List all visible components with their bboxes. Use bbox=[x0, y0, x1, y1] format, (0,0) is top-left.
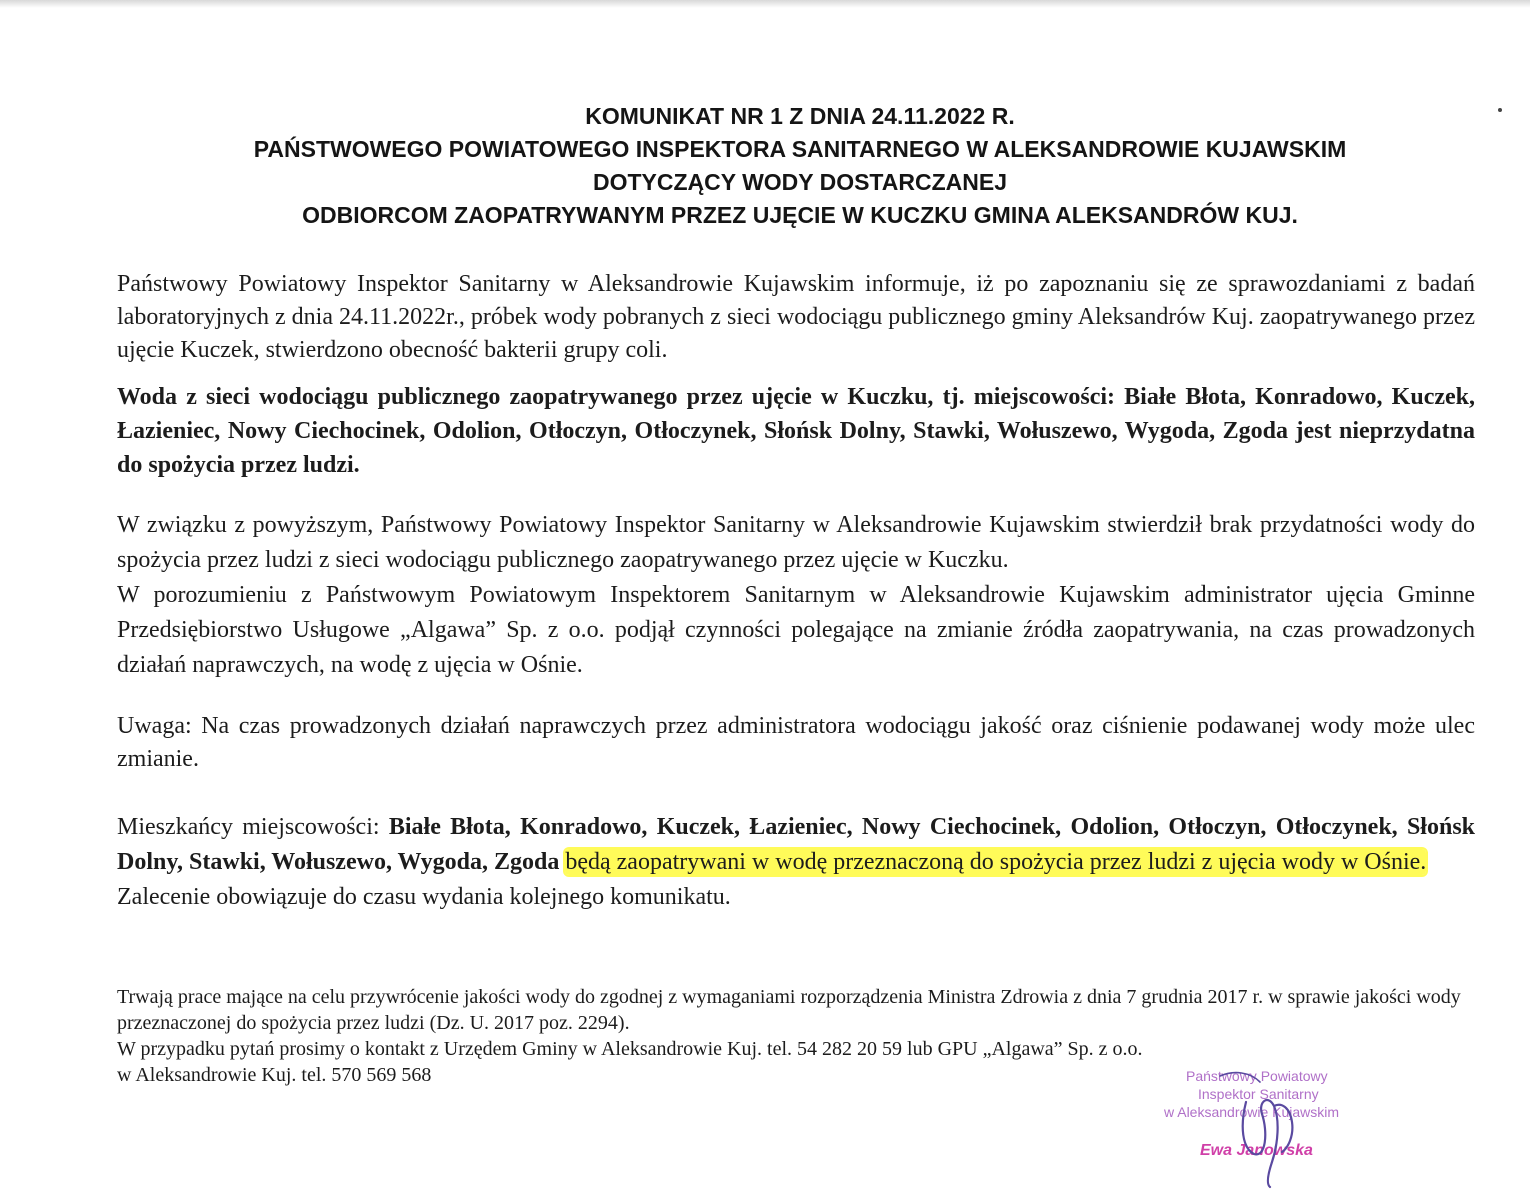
paragraph-actions-source-change: W porozumieniu z Państwowym Powiatowym Inspektorem Sanitarnym w Aleksandrowie Kujawskim administrator ujęcia Gminne Przedsiębiorstwo Usługowe „Algawa” Sp. z o.o. podjął czynności polegające na zmianie źródła zaopatrywania, na czas prowadzonych działań naprawczych, na wodę z ujęcia w Ośnie. bbox=[117, 582, 1475, 678]
footer-contact-phone: w Aleksandrowie Kuj. tel. 570 569 568 bbox=[117, 1064, 432, 1086]
paragraph-findings: Państwowy Powiatowy Inspektor Sanitarny w Aleksandrowie Kujawskim informuje, iż po zapoznaniu się ze sprawozdaniami z badań laboratoryjnych z dnia 24.11.2022r., próbek wody pobranych z sieci wodociągu publicznego gminy Aleksandrów Kuj. zaopatrywanego przez ujęcie Kuczek, stwierdzono obecność bakterii grupy coli. bbox=[117, 271, 1475, 363]
page-top-edge bbox=[0, 0, 1530, 8]
paragraph-actions bbox=[117, 508, 1475, 683]
stamp-line-2: Inspektor Sanitarny bbox=[1198, 1086, 1319, 1102]
handwritten-signature-icon bbox=[1150, 1066, 1410, 1189]
stamp-line-1: Państwowy Powiatowy bbox=[1186, 1068, 1328, 1084]
header-line-3: DOTYCZĄCY WODY DOSTARCZANEJ bbox=[592, 169, 1008, 195]
header-line-2: PAŃSTWOWEGO POWIATOWEGO INSPEKTORA SANITARNEGO W ALEKSANDROWIE KUJAWSKIM bbox=[253, 136, 1347, 162]
footer-works-note: Trwają prace mające na celu przywrócenie jakości wody do zgodnej z wymaganiami rozporządzenia Ministra Zdrowia z dnia 7 grudnia 2017 r. w sprawie jakości wody przeznaczonej do spożycia przez ludzi (Dz. U. 2017 poz. 2294). bbox=[117, 986, 1461, 1034]
document-header bbox=[150, 100, 1450, 232]
header-line-4: ODBIORCOM ZAOPATRYWANYM PRZEZ UJĘCIE W KUCZKU GMINA ALEKSANDRÓW KUJ. bbox=[302, 202, 1298, 228]
residents-statement bbox=[117, 810, 1475, 880]
recommendation-validity: Zalecenie obowiązuje do czasu wydania kolejnego komunikatu. bbox=[117, 884, 731, 910]
official-stamp bbox=[1150, 1066, 1410, 1189]
residents-lead: Mieszkańcy miejscowości: bbox=[117, 814, 389, 840]
paragraph-residents bbox=[117, 810, 1475, 915]
paragraph-actions-statement: W związku z powyższym, Państwowy Powiatowy Inspektor Sanitarny w Aleksandrowie Kujawskim stwierdził brak przydatności wody do spożycia przez ludzi z sieci wodociągu publicznego zaopatrywanego przez ujęcie w Kuczku. bbox=[117, 512, 1475, 573]
highlighted-supply-text: będą zaopatrywani w wodę przeznaczoną do spożycia przez ludzi z ujęcia wody w Ośnie. bbox=[565, 849, 1427, 875]
header-line-1: KOMUNIKAT NR 1 Z DNIA 24.11.2022 R. bbox=[585, 103, 1015, 129]
scan-speck bbox=[1498, 108, 1502, 112]
residents-localities: Białe Błota, Konradowo, Kuczek, Łazieniec, Nowy Ciechocinek, Odolion, Otłoczyn, Otłoczynek, Słońsk Dolny, Stawki, Wołuszewo, Wygoda, Zgoda bbox=[117, 814, 1476, 875]
stamp-signatory: Ewa Janowska bbox=[1200, 1142, 1313, 1159]
footer-contact-line: W przypadku pytań prosimy o kontakt z Urzędem Gminy w Aleksandrowie Kuj. tel. 54 282 20 59 lub GPU „Algawa” Sp. z o.o. bbox=[117, 1038, 1143, 1060]
stamp-line-3: w Aleksandrowie Kujawskim bbox=[1164, 1104, 1340, 1120]
paragraph-unfit-water: Woda z sieci wodociągu publicznego zaopatrywanego przez ujęcie w Kuczku, tj. miejscowości: Białe Błota, Konradowo, Kuczek, Łazieniec, Nowy Ciechocinek, Odolion, Otłoczyn, Otłoczynek, Słońsk Dolny, Stawki, Wołuszewo, Wygoda, Zgoda jest nieprzydatna do spożycia przez ludzi. bbox=[117, 384, 1475, 478]
paragraph-warning: Uwaga: Na czas prowadzonych działań naprawczych przez administratora wodociągu jakość oraz ciśnienie podawanej wody może ulec zmianie. bbox=[117, 713, 1475, 772]
